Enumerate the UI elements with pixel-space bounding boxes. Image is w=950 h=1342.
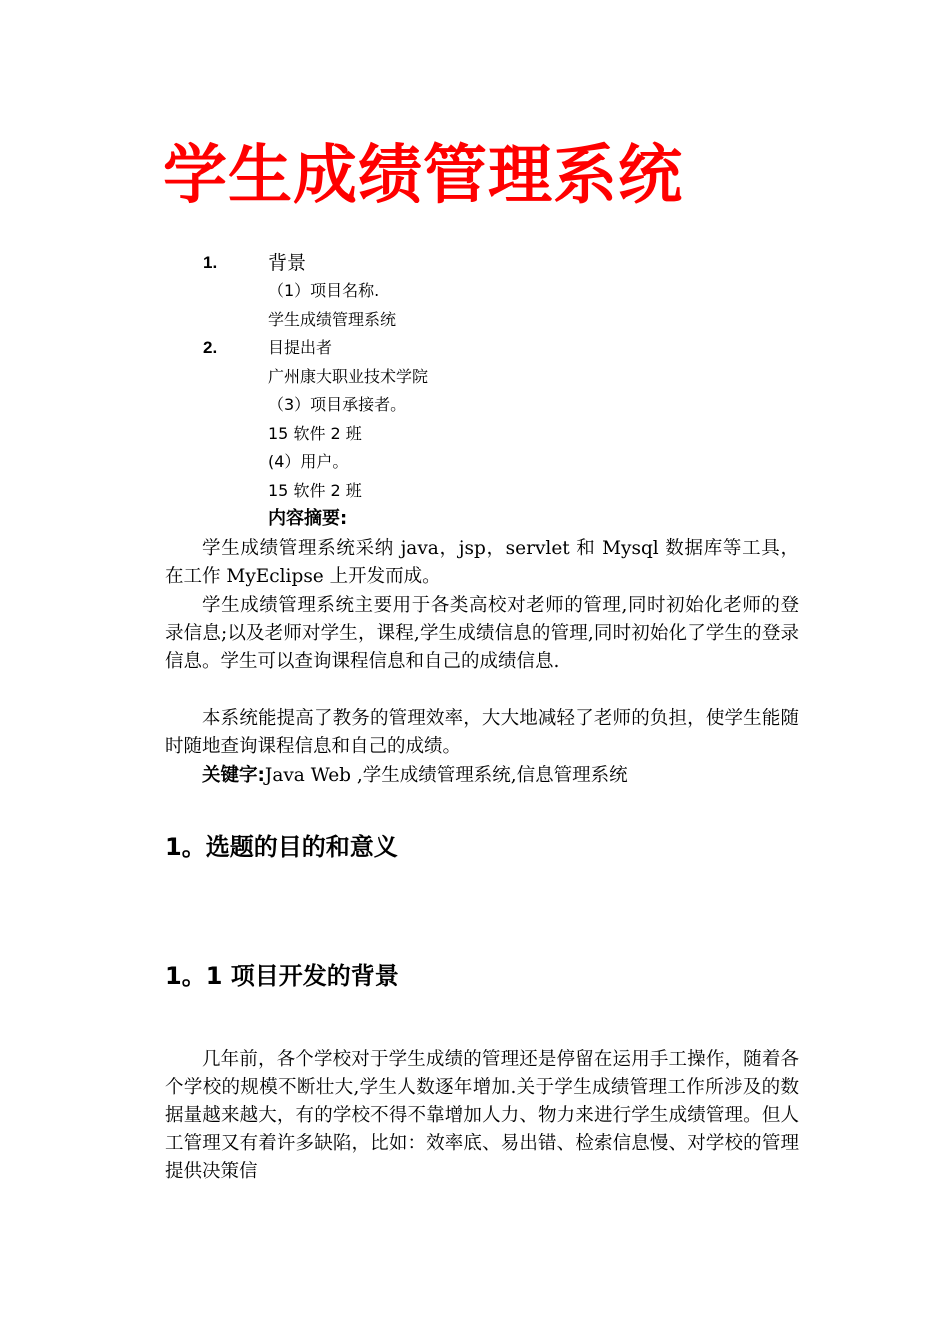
- abstract-paragraph-1: 学生成绩管理系统采纳 java，jsp，servlet 和 Mysql 数据库等工具，在工作 MyEclipse 上开发而成。: [165, 538, 799, 587]
- section-1-1-paragraph: 几年前，各个学校对于学生成绩的管理还是停留在运用手工操作，随着各个学校的规模不断壮大,学生人数逐年增加.关于学生成绩管理工作所涉及的数据量越来越大，有的学校不得不靠增加人力、物力来进行学生成绩管理。但人工管理又有着许多缺陷，比如：效率底、易出错、检索信息慢、对学校的管理提供决策信: [165, 1049, 799, 1182]
- keywords-text: Java Web ,学生成绩管理系统,信息管理系统: [264, 765, 628, 786]
- list-item-user-label: (4）用户。: [268, 452, 349, 471]
- list-item-project-name-label: （1）项目名称.: [268, 281, 380, 300]
- list-number-1: 1.: [203, 253, 218, 272]
- keywords-label: 关键字:: [202, 765, 265, 786]
- list-item-project-name-value: 学生成绩管理系统: [268, 310, 397, 329]
- list-item-background: 背景: [268, 252, 307, 274]
- abstract-paragraph-2: 学生成绩管理系统主要用于各类高校对老师的管理,同时初始化老师的登录信息;以及老师对学生，课程,学生成绩信息的管理,同时初始化了学生的登录信息。学生可以查询课程信息和自己的成绩信息.: [165, 595, 799, 672]
- document-title: 学生成绩管理系统: [163, 139, 683, 213]
- list-item-user-value: 15 软件 2 班: [268, 481, 362, 500]
- abstract-paragraph-3: 本系统能提高了教务的管理效率，大大地减轻了老师的负担，使学生能随时随地查询课程信息和自己的成绩。: [165, 708, 799, 757]
- list-item-proposer-value: 广州康大职业技术学院: [268, 367, 429, 386]
- list-item-contractor-value: 15 软件 2 班: [268, 424, 362, 443]
- abstract-heading: 内容摘要:: [268, 508, 348, 529]
- section-1-heading: 1。选题的目的和意义: [165, 833, 398, 861]
- list-item-proposer-label: 目提出者: [268, 338, 333, 357]
- keywords-line: [165, 762, 799, 790]
- section-1-1-heading: 1。1 项目开发的背景: [165, 962, 399, 990]
- list-item-contractor-label: （3）项目承接者。: [268, 395, 407, 414]
- list-number-2: 2.: [203, 338, 218, 357]
